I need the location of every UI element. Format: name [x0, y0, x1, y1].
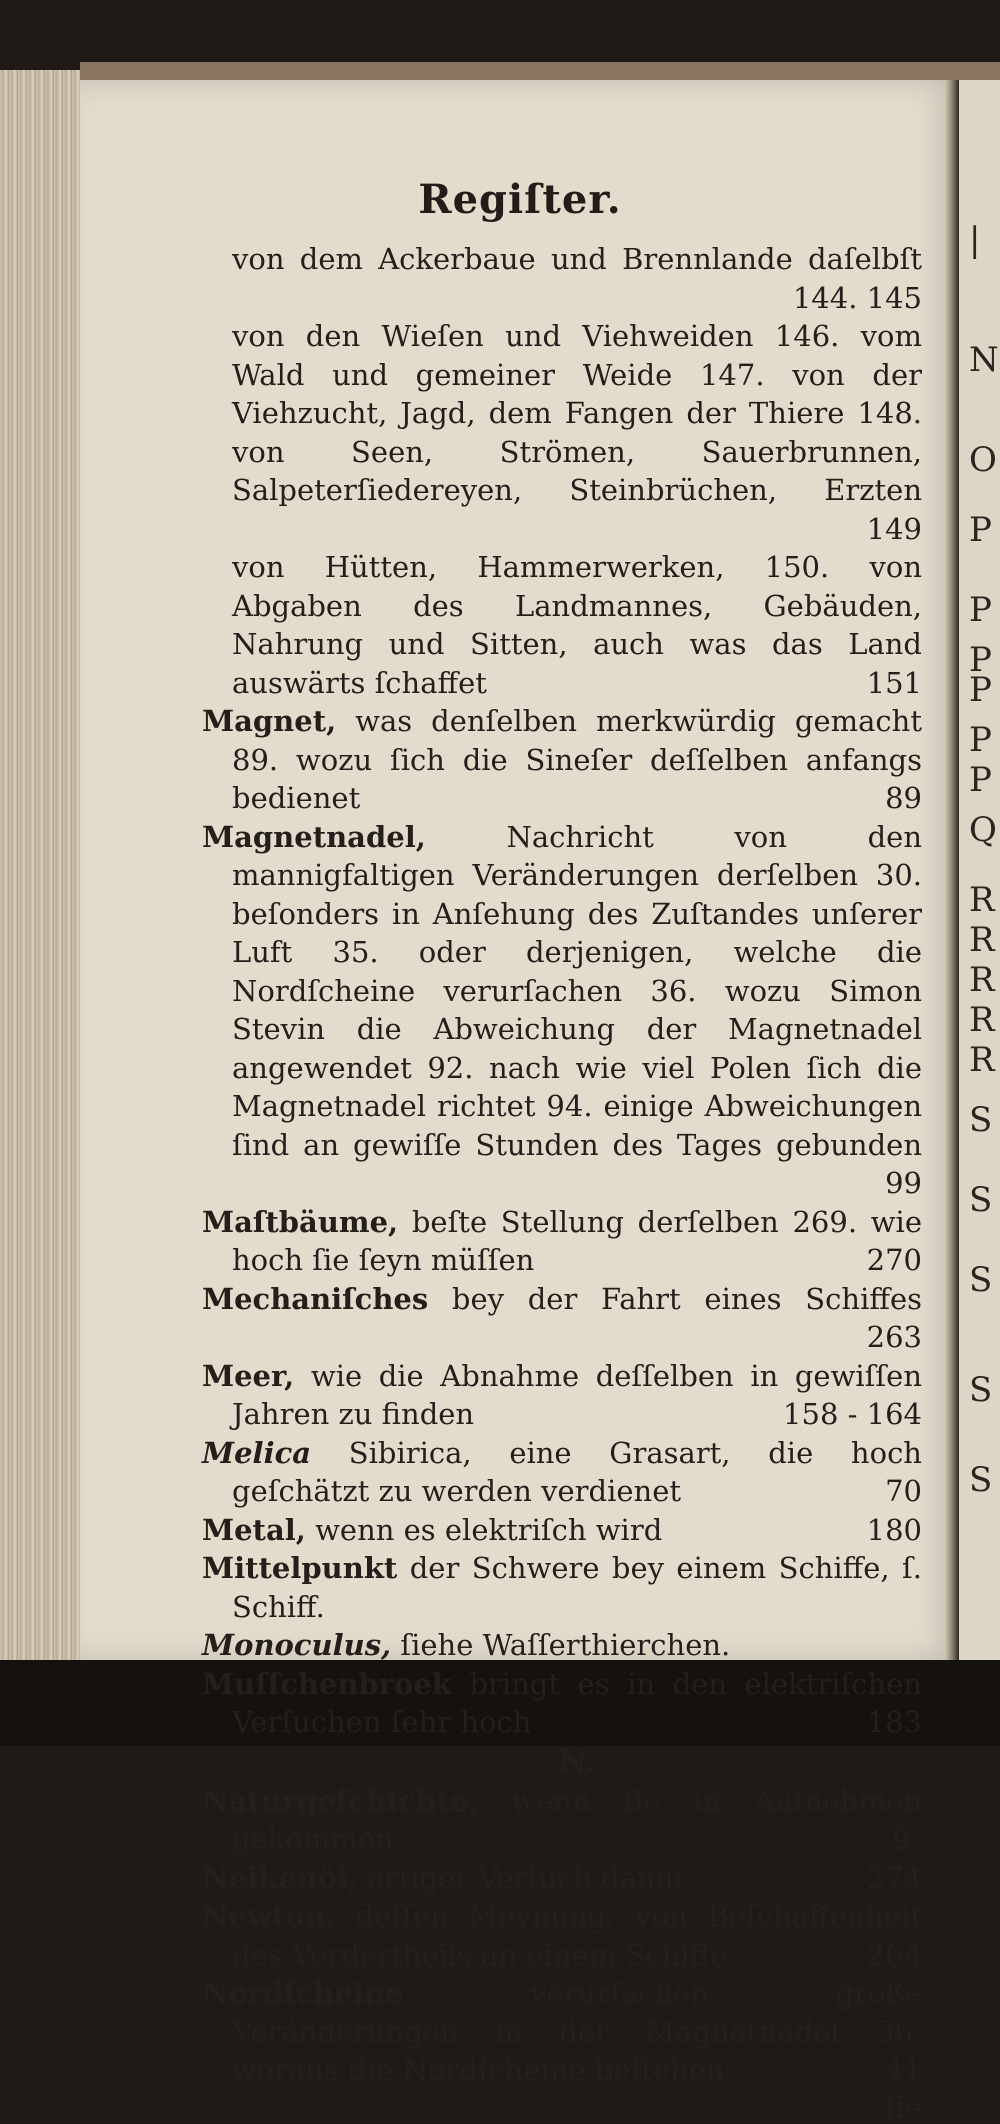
page-reference: 151	[866, 665, 922, 700]
entry-keyword: Mittelpunkt	[202, 1551, 398, 1585]
entry-text	[202, 818, 922, 1203]
entry-text	[232, 317, 922, 548]
entry-description: wenn es elektriſch wird	[305, 1512, 663, 1547]
page-reference: 89	[885, 781, 922, 815]
entry-text	[202, 1897, 922, 1974]
page-title: Regiſter.	[418, 176, 622, 223]
register-entry	[202, 1203, 922, 1280]
entry-description: von den Wieſen und Viehweiden 146. vom Wald und gemeiner Weide 147. von der Viehzucht, Jagd, dem Fangen der Thiere 148. von Seen, Strömen, Sauerbrunnen, Salpeterſiedereyen, Steinbrüchen, Erzten	[232, 319, 922, 507]
register-entry	[202, 702, 922, 818]
page-reference: 183	[866, 1705, 922, 1739]
entry-text	[202, 1859, 922, 1898]
entry-description: wenn ſie in Aufnehmen gekommen	[232, 1783, 922, 1856]
entry-keyword: Nelkenöl,	[202, 1860, 359, 1895]
entry-keyword: Nordſcheine	[202, 1976, 404, 2010]
register-entry	[202, 818, 922, 1203]
page-reference: 180	[866, 1512, 922, 1547]
register-entry	[202, 1434, 922, 1511]
entry-keyword: Monoculus,	[202, 1628, 392, 1662]
entry-keyword: Naturgeſchichte,	[202, 1783, 479, 1818]
register-entry	[232, 240, 922, 317]
section-letter: N.	[559, 1743, 595, 1779]
entry-text	[202, 1280, 922, 1357]
entry-text	[202, 1434, 922, 1511]
register-entry	[202, 1357, 922, 1434]
entry-description: deſſen Meynung, von Beſchaffenheit des Vordertheils an einem Schiffe	[232, 1899, 922, 1972]
entry-description: was denſelben merkwürdig gemacht 89. wozu ſich die Sineſer deſſelben anfangs bedienet	[232, 704, 922, 815]
entry-keyword: Magnet,	[202, 704, 337, 738]
entry-description: wie die Abnahme deſſelben in gewiſſen Jahren zu finden	[232, 1358, 922, 1431]
page-reference: 144. 145	[792, 280, 922, 315]
page-reference: 149	[866, 511, 922, 546]
page-reference: 270	[866, 1243, 922, 1277]
entry-description: von dem Ackerbaue und Brennlande daſelbſt	[232, 242, 922, 276]
register-entry	[202, 1974, 922, 2090]
register-entries	[202, 240, 922, 2124]
entry-description: bringt es in den elektriſchen Verſuchen ſehr hoch	[232, 1666, 922, 1739]
book-gutter	[945, 80, 959, 1660]
entry-description: ſiehe Waſſerthierchen.	[391, 1628, 731, 1662]
entry-text	[202, 1549, 922, 1626]
catchword: ſie	[884, 2089, 922, 2124]
entry-description: verurſachen große Veränderungen in der Magnetnadel 36. woraus die Nordſcheine beſtehen	[232, 1976, 922, 2087]
entry-description: von Hütten, Hammerwerken, 150. von Abgaben des Landmannes, Gebäuden, Nahrung und Sitten, auch was das Land auswärts ſchaffet	[232, 550, 922, 700]
entry-description: artiger Verſuch damit	[358, 1860, 686, 1895]
entry-text	[202, 1203, 922, 1280]
entry-description: Sibirica, eine Grasart, die hoch geſchätzt zu werden verdienet	[232, 1435, 922, 1508]
register-entry	[202, 1859, 922, 1898]
page-reference: 41	[885, 2053, 922, 2087]
entry-description: beſte Stellung derſelben 269. wie hoch ſie ſeyn müſſen	[232, 1204, 922, 1277]
entry-keyword: Newton,	[202, 1899, 336, 1933]
facing-page-fragment: | N O P P P P P P Q R R R R R S S S S S	[959, 80, 1000, 1660]
entry-description: Nachricht von den mannigfaltigen Veränderungen derſelben 30. beſonders in Anſehung des Zuſtandes unſerer Luft 35. oder derjenigen, welche die Nordſcheine verurſachen 36. wozu Simon Stevin die Abweichung der Magnetnadel angewendet 92. nach wie viel Polen ſich die Magnetnadel richtet 94. einige Abweichungen ſind an gewiſſe Stunden des Tages gebunden	[232, 819, 922, 1162]
entry-keyword: Maſtbäume,	[202, 1204, 399, 1239]
entry-keyword: Magnetnadel,	[202, 819, 426, 854]
entry-keyword: Metal,	[202, 1512, 306, 1547]
page-reference: 264	[866, 1937, 922, 1972]
entry-text	[202, 1511, 922, 1550]
page-reference: 158 - 164	[783, 1397, 922, 1431]
entry-keyword: Muſſchenbroek	[202, 1666, 452, 1701]
register-entry	[232, 548, 922, 702]
register-entry	[202, 1549, 922, 1626]
register-entry	[202, 1280, 922, 1357]
page-reference: 99	[885, 1166, 922, 1200]
entry-keyword: Meer,	[202, 1358, 295, 1393]
entry-text	[202, 1782, 922, 1859]
register-entry	[202, 1897, 922, 1974]
entry-text	[232, 548, 922, 702]
entry-description: bey der Fahrt eines Schiffes	[428, 1281, 922, 1316]
entry-text	[202, 1974, 922, 2090]
register-entry: Naturgeſchichte, wenn ſie in Aufnehmen gekommen 9	[232, 1782, 922, 1859]
entry-keyword: Mechaniſches	[202, 1281, 429, 1316]
page-reference: 70	[885, 1474, 922, 1508]
register-entry	[202, 1511, 922, 1550]
register-entry	[202, 1626, 922, 1665]
entry-text	[202, 702, 922, 818]
entry-text	[202, 1626, 922, 1665]
register-entry	[202, 1665, 922, 1742]
entry-text	[202, 1665, 922, 1742]
page-reference: 274	[866, 1860, 922, 1895]
register-entry	[232, 317, 922, 548]
page-reference: 263	[866, 1320, 922, 1354]
book-page-edges	[0, 70, 80, 1660]
entry-description: der Schwere bey einem Schiffe, ſ. Schiff.	[232, 1551, 922, 1624]
entry-keyword: Melica	[202, 1435, 312, 1470]
